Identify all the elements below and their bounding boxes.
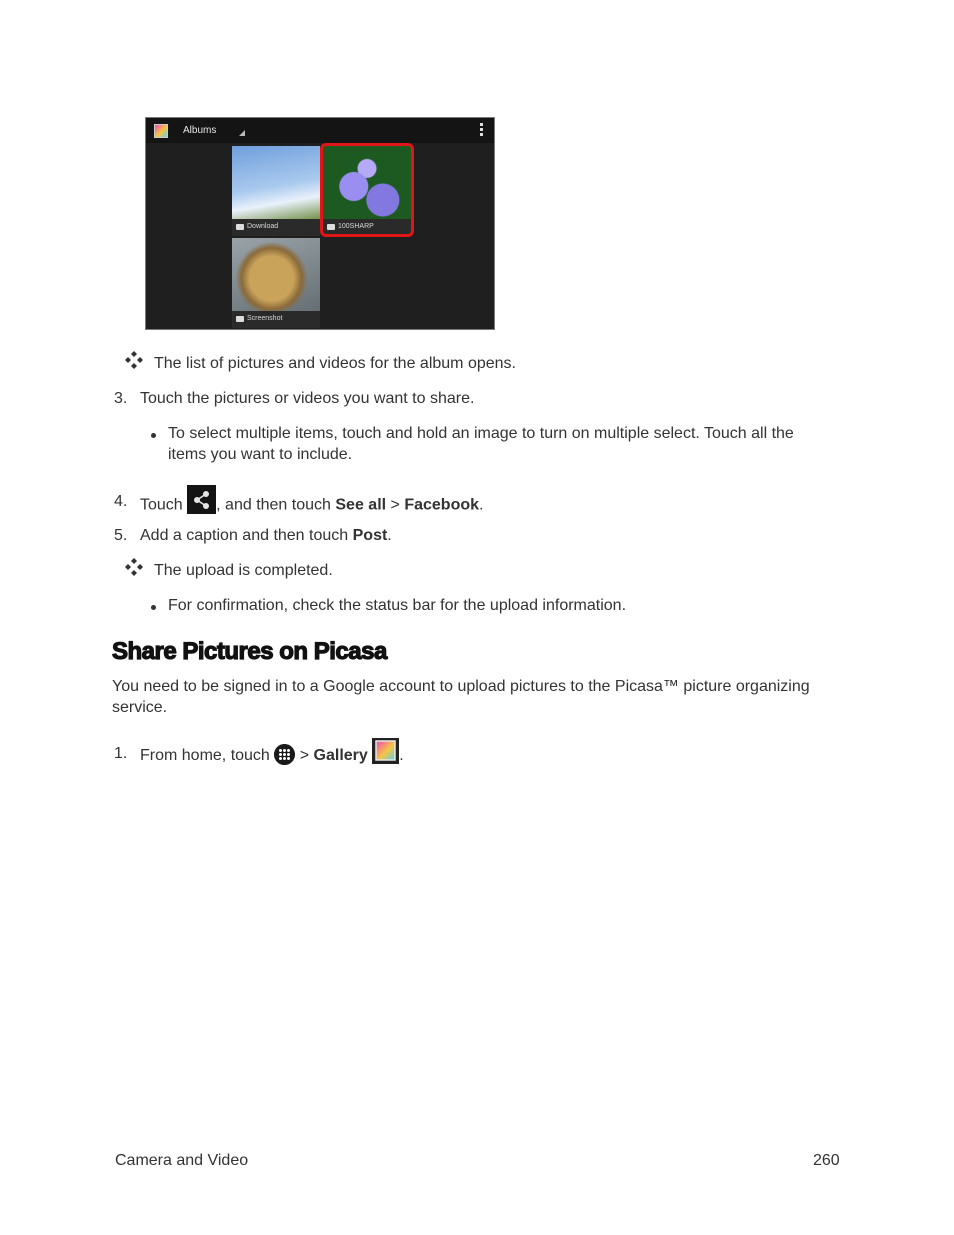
result-diamond-icon bbox=[125, 558, 143, 576]
result-diamond-icon bbox=[125, 351, 143, 369]
step-number: 4. bbox=[114, 493, 128, 510]
bullet-dot bbox=[151, 605, 156, 610]
share-icon bbox=[187, 485, 216, 514]
post-label: Post bbox=[352, 527, 388, 544]
step1-text: From home, touch > Gallery . bbox=[140, 743, 404, 769]
bullet1-line2: items you want to include. bbox=[168, 446, 353, 463]
albums-screenshot bbox=[145, 117, 495, 330]
apps-icon bbox=[274, 744, 295, 765]
intro-line1: You need to be signed in to a Google account to upload pictures to the Picasa™ picture organizing bbox=[112, 678, 810, 695]
albums-title: Albums bbox=[183, 125, 217, 136]
album-tile-download bbox=[232, 146, 320, 236]
dropdown-indicator-icon bbox=[239, 130, 245, 136]
footer-page-number: 260 bbox=[813, 1152, 840, 1169]
app-header-bar bbox=[146, 118, 494, 143]
step-number: 3. bbox=[114, 390, 128, 407]
bullet-dot bbox=[151, 433, 156, 438]
bullet2-text: For confirmation, check the status bar for the upload information. bbox=[168, 597, 627, 614]
gallery-label: Gallery bbox=[313, 747, 368, 765]
step-number: 5. bbox=[114, 527, 128, 544]
folder-icon bbox=[236, 316, 244, 322]
overflow-menu-icon bbox=[480, 123, 483, 138]
footer-chapter: Camera and Video bbox=[115, 1152, 249, 1169]
album-label: Screenshot bbox=[247, 315, 283, 322]
step5-text: Add a caption and then touch Post. bbox=[140, 527, 392, 544]
intro-line2: service. bbox=[112, 699, 168, 716]
bullet1-line1: To select multiple items, touch and hold an image to turn on multiple select. Touch all the bbox=[168, 425, 794, 442]
facebook-label: Facebook bbox=[404, 496, 480, 514]
step3-text: Touch the pictures or videos you want to share. bbox=[140, 390, 475, 407]
result-album-opens: The list of pictures and videos for the album opens. bbox=[154, 355, 516, 372]
selection-highlight bbox=[320, 143, 414, 237]
see-all-label: See all bbox=[335, 496, 387, 514]
step-number: 1. bbox=[114, 745, 128, 762]
gallery-icon bbox=[372, 738, 399, 764]
album-tile-screenshot bbox=[232, 238, 320, 328]
result-upload-completed: The upload is completed. bbox=[154, 562, 333, 579]
folder-icon bbox=[236, 224, 244, 230]
step4-text: Touch , and then touch See all > Facebook. bbox=[140, 491, 483, 520]
album-label: Download bbox=[247, 223, 279, 230]
album-label: 100SHARP bbox=[338, 223, 374, 230]
gallery-app-icon bbox=[154, 124, 168, 138]
section-heading: Share Pictures on Picasa bbox=[112, 638, 387, 665]
